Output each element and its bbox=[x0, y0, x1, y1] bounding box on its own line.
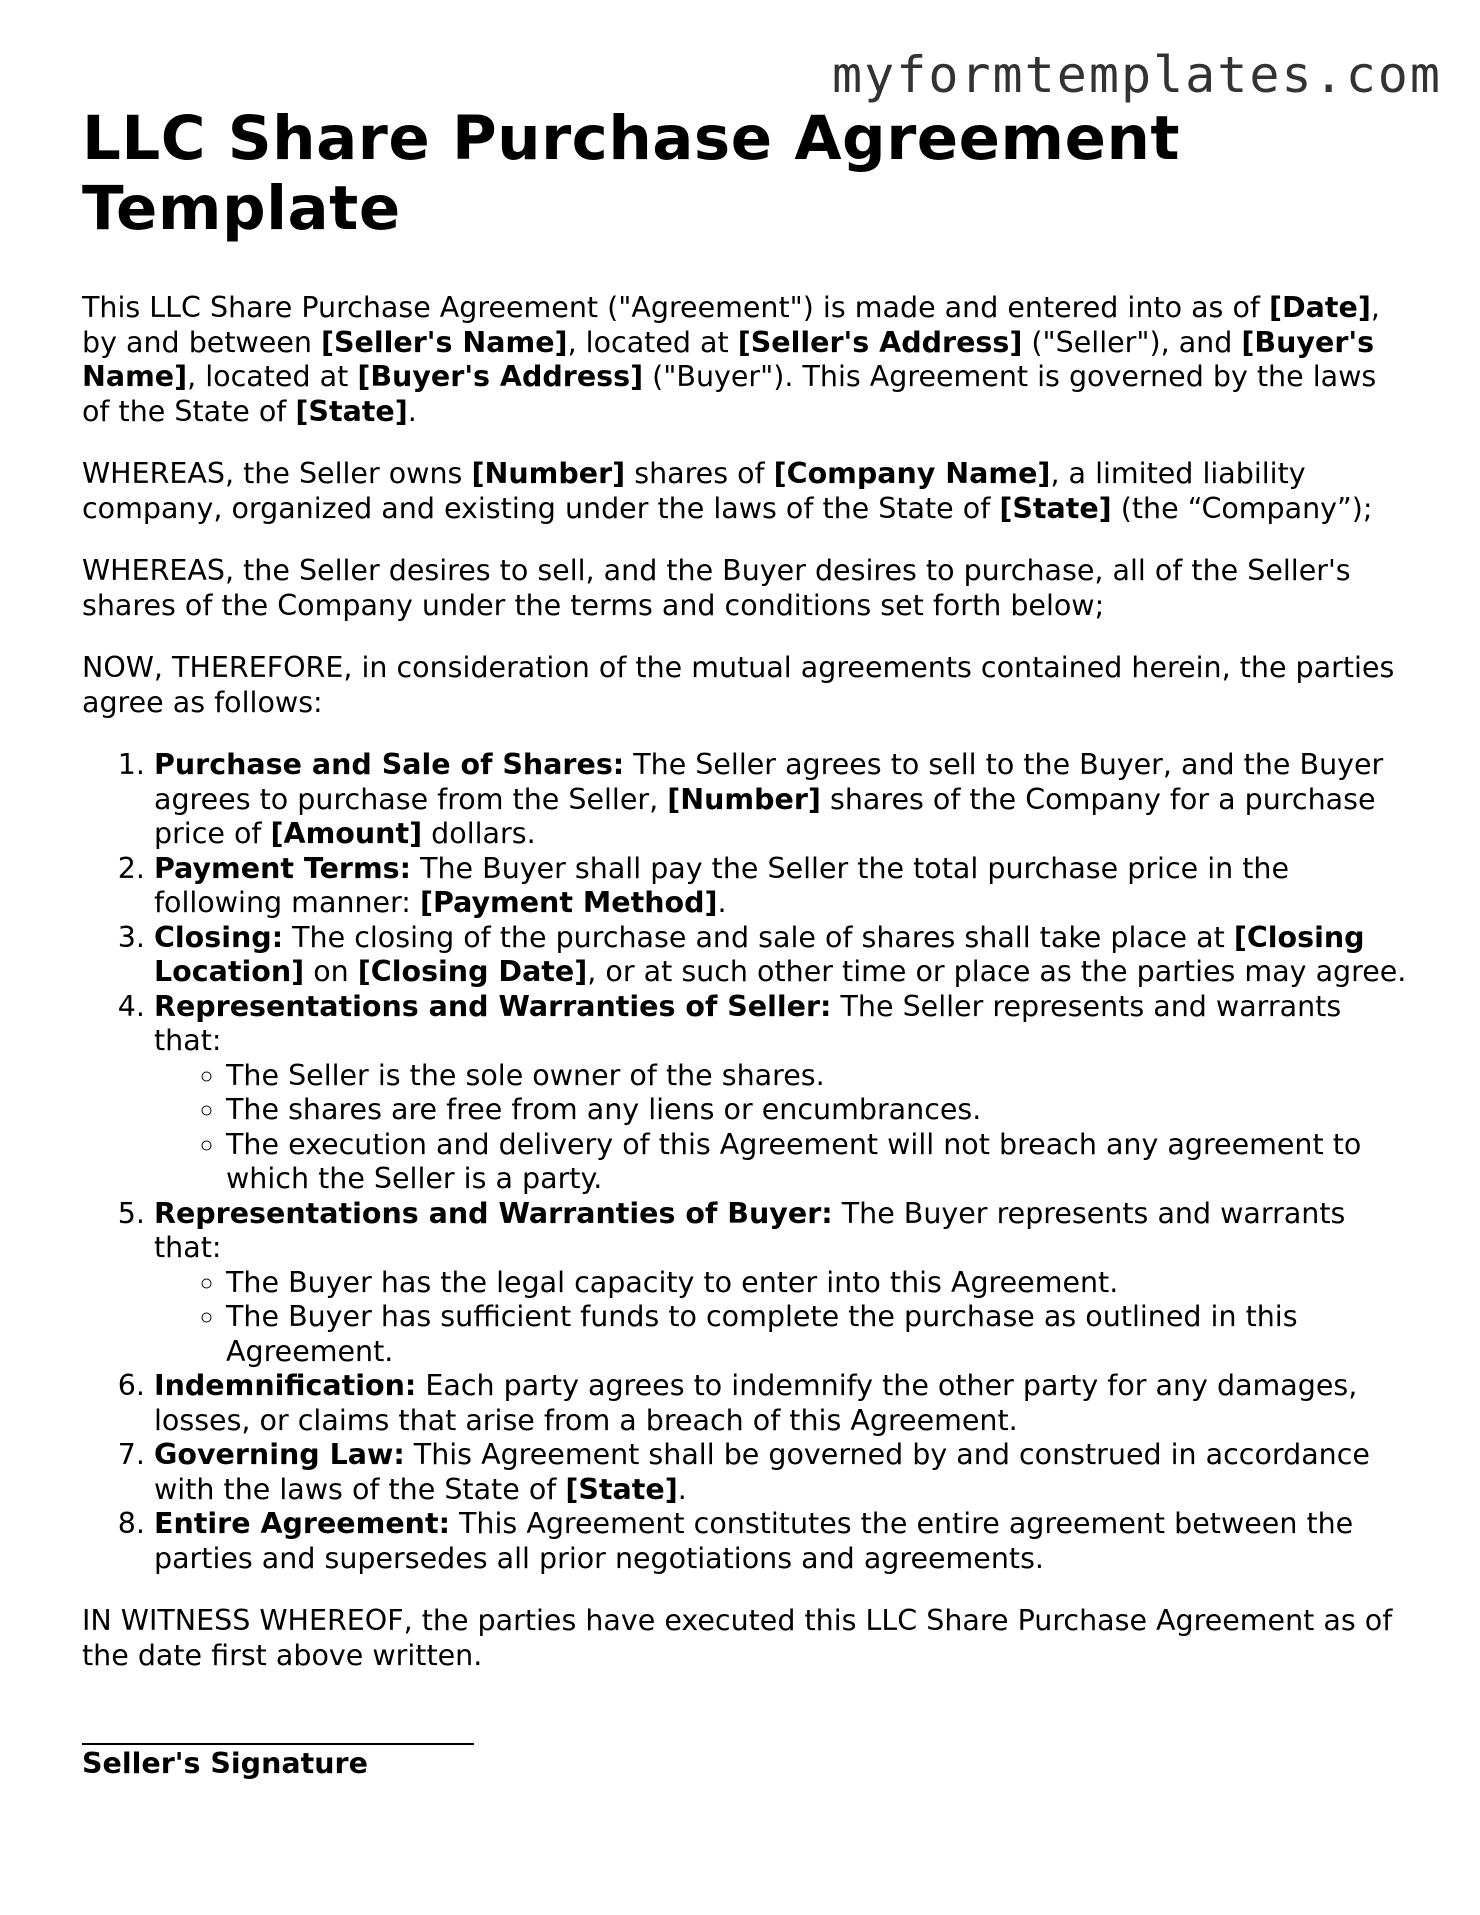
clause-text: The Seller agrees to sell to the Buyer, and the Buyer agrees to purchase from the Seller, bbox=[154, 748, 1384, 816]
clause-indemnification bbox=[154, 1369, 1412, 1438]
intro-paragraph bbox=[82, 291, 1412, 429]
intro-text-2: , by and between bbox=[82, 291, 1380, 359]
clause-entire-agreement bbox=[154, 1507, 1412, 1576]
clause-text: dollars. bbox=[422, 817, 536, 850]
intro-text-7: . bbox=[407, 394, 417, 428]
clause-text: The Buyer shall pay the Seller the total purchase price in the following manner: bbox=[154, 851, 1290, 919]
whereas-paragraph-1 bbox=[82, 457, 1412, 526]
clause-heading: Purchase and Sale of Shares: bbox=[154, 748, 625, 781]
intro-text-1: This LLC Share Purchase Agreement ("Agreement") is made and entered into as of bbox=[82, 291, 1269, 324]
whereas1-text-1: WHEREAS, the Seller owns bbox=[82, 457, 472, 490]
state-placeholder: [State] bbox=[565, 1472, 678, 1506]
number-placeholder: [Number] bbox=[471, 457, 626, 490]
clause-text: The Buyer represents and warrants that: bbox=[154, 1196, 1346, 1264]
whereas-paragraph-2: WHEREAS, the Seller desires to sell, and the Buyer desires to purchase, all of the Seller's shares of the Company under the terms and conditions set forth below; bbox=[82, 554, 1351, 622]
intro-text-4: ("Seller"), and bbox=[1022, 325, 1242, 359]
intro-text-5: , located at bbox=[187, 360, 358, 393]
list-item: ◦ The Buyer has sufficient funds to complete the purchase as outlined in this Agreement. bbox=[226, 1300, 1412, 1369]
clause-heading: Closing: bbox=[154, 920, 284, 954]
buyer-warranty-list bbox=[154, 1266, 1412, 1370]
clause-governing-law bbox=[154, 1438, 1412, 1507]
clause-text: on bbox=[304, 955, 358, 988]
state-placeholder: [State] bbox=[295, 394, 408, 428]
clause-payment-terms bbox=[154, 852, 1412, 921]
clause-heading: Representations and Warranties of Seller: bbox=[154, 989, 832, 1023]
list-item: ◦ The Buyer has the legal capacity to enter into this Agreement. bbox=[226, 1266, 1412, 1301]
document-body bbox=[82, 104, 1412, 1782]
clause-heading: Representations and Warranties of Buyer: bbox=[154, 1196, 833, 1230]
amount-placeholder: [Amount] bbox=[270, 817, 423, 850]
buyer-address-placeholder: [Buyer's Address] bbox=[357, 360, 644, 393]
clause-text: . bbox=[717, 886, 727, 919]
date-placeholder: [Date] bbox=[1268, 291, 1371, 324]
now-therefore-paragraph: NOW, THEREFORE, in consideration of the mutual agreements contained herein, the parties agree as follows: bbox=[82, 651, 1395, 719]
clause-list bbox=[82, 748, 1412, 1576]
payment-method-placeholder: [Payment Method] bbox=[419, 886, 718, 919]
clause-text: The Seller represents and warrants that: bbox=[154, 989, 1342, 1057]
clause-buyer-warranties bbox=[154, 1197, 1412, 1370]
seller-signature-line bbox=[82, 1743, 474, 1745]
intro-text-6: ("Buyer"). This Agreement is governed by the laws of the State of bbox=[82, 360, 1377, 428]
list-item: ◦ The Seller is the sole owner of the shares. bbox=[226, 1059, 1412, 1094]
seller-signature-label: Seller's Signature bbox=[82, 1747, 368, 1780]
clause-text: The closing of the purchase and sale of shares shall take place at bbox=[283, 920, 1234, 954]
seller-name-placeholder: [Seller's Name] bbox=[321, 325, 568, 359]
watermark-site-name: myformtemplates.com bbox=[832, 46, 1442, 104]
buyer-name-placeholder: [Buyer's Name] bbox=[82, 325, 1375, 393]
clause-heading: Indemnification: bbox=[154, 1369, 417, 1402]
clause-text: This Agreement shall be governed by and construed in accordance with the laws of the State of bbox=[154, 1438, 1370, 1506]
whereas1-text-3: , a limited liability company, organized and existing under the laws of the State of bbox=[82, 457, 1306, 525]
whereas1-text-2: shares of bbox=[625, 457, 774, 490]
state-placeholder: [State] bbox=[999, 491, 1112, 525]
clause-text: This Agreement constitutes the entire agreement between the parties and supersedes all prior negotiations and agreements. bbox=[154, 1507, 1354, 1575]
whereas1-text-4: (the “Company”); bbox=[1111, 491, 1373, 525]
seller-warranty-list bbox=[154, 1059, 1412, 1197]
clause-text: . bbox=[677, 1472, 687, 1506]
intro-text-3: , located at bbox=[567, 325, 738, 359]
page-title: LLC Share Purchase Agreement Template bbox=[82, 103, 1181, 244]
clause-heading: Entire Agreement: bbox=[154, 1507, 450, 1540]
list-item: ◦ The shares are free from any liens or encumbrances. bbox=[226, 1093, 1412, 1128]
clause-text: , or at such other time or place as the parties may agree. bbox=[587, 955, 1407, 988]
clause-seller-warranties bbox=[154, 990, 1412, 1197]
clause-text: Each party agrees to indemnify the other party for any damages, losses, or claims that arise from a breach of this Agreement. bbox=[154, 1369, 1358, 1437]
clause-text: shares of the Company for a purchase price of bbox=[154, 782, 1376, 850]
witness-paragraph: IN WITNESS WHEREOF, the parties have executed this LLC Share Purchase Agreement as of the date first above written. bbox=[82, 1604, 1393, 1672]
number-placeholder: [Number] bbox=[667, 782, 821, 816]
clause-closing bbox=[154, 921, 1412, 990]
clause-heading: Payment Terms: bbox=[154, 851, 412, 885]
list-item: ◦ The execution and delivery of this Agreement will not breach any agreement to which the Seller is a party. bbox=[226, 1128, 1412, 1197]
clause-heading: Governing Law: bbox=[154, 1438, 405, 1471]
clause-purchase-and-sale bbox=[154, 748, 1412, 852]
closing-location-placeholder: [Closing Location] bbox=[154, 920, 1365, 988]
company-name-placeholder: [Company Name] bbox=[773, 457, 1051, 490]
closing-date-placeholder: [Closing Date] bbox=[357, 955, 588, 988]
seller-address-placeholder: [Seller's Address] bbox=[737, 325, 1023, 359]
